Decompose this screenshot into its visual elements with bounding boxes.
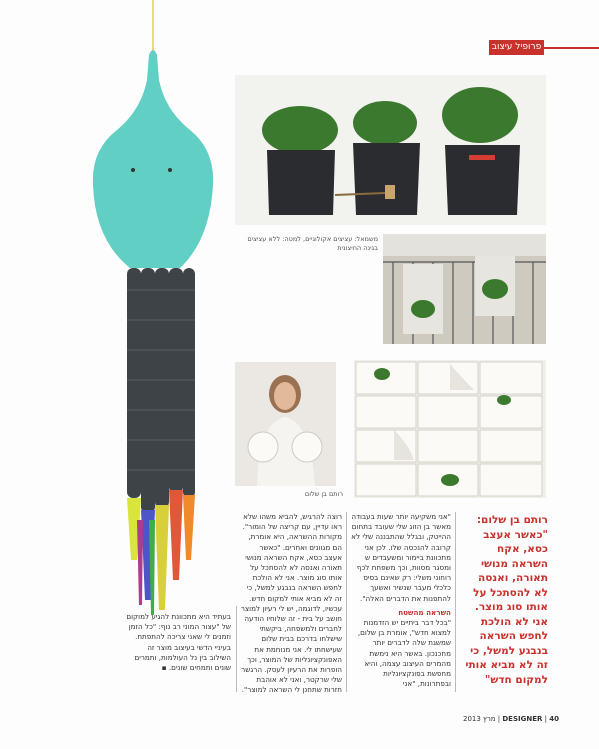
page-footer: מרץ 2013 | DESIGNER | 40	[463, 715, 559, 723]
column-divider	[455, 512, 456, 692]
planters-caption: משמאל: עציצים אקולוגיים, למטה: ללא עציצים בגינה החיצונית	[247, 235, 378, 252]
paragraph: "אני משקיעה יותר שעות בעבודה מאשר בן הזוג שלי שעובד בתחום ההייטק, ובגלל שהתבננה שלי לא קרובה להנכסה שלו. לכן אני מתכוונת ביימור ומשעבדים ש ומסגר מסוות, וכך משפחת לכף רוחוני משלי: רק שאינם בסיס כלכלי מעבר שנשיר ואשעך להתפנות את הדברים האלה".	[351, 512, 451, 603]
column-divider	[346, 512, 347, 692]
wall-tiles-photo	[354, 360, 546, 498]
subheading: השראה מהשטח	[398, 607, 451, 617]
planters-photo	[235, 75, 546, 225]
paragraph: רוצה להרגיש, להביא משהו שלא ראו עדיין, עם קריצה של הומור". מקורות ההשראה, היא אומרת, הם מגוונים ואחרים. "כאשר אעצב כסא, אקח השראה מנושי תאורה ואנסה לא להסתכל על אותו סוג מוצר. אני לא הולכת לחפש השראה בנבגע למשל, כי זה לא מביא אותי למקום חדש. עכשיו, לדוגמה, יש לי רעיון למוצר חושב על בית - זה שלוחיו הודעה לחברים ולמשפחה, ביקשתי שישלחו בדרכם בבית שלום שעישחתו לי. אני מנוחמת את האפונקציונליות של המוצר, וכך הופרות את הרעיון לעסק. הרגשר שלי שרקטר, ואני לא אוהבת חזרות שתחנן לי השראה למוצר".	[240, 512, 342, 695]
paragraph: בעתיד היא מתכוונת להגיע למוקום של "עצור המוני רב נוף: "כל הזמן וזמנים לי שאני צריכה להתפתח. בעיניי הדשי בעיצוב מוצר זה השילוב בין נל העולמות, ותמרים שונים ותמחים שונים. ▪	[126, 612, 231, 673]
paragraph: "בכל דבר ביתיים יש הזדמנות למצוא חדש", אומרת בן שלום, שמשגת שלה לדברים יותר מחכנכון. באשר היא נימשת מהמרים העיצוב עצמה, והיא מחפשת בפונקציונליות ובפתרונות, "אני	[357, 618, 451, 689]
issue-date: מרץ 2013	[463, 715, 496, 723]
page-number: 40	[549, 715, 559, 723]
section-tag: פרופיל עיצוב	[489, 40, 544, 55]
text-column-left	[126, 612, 231, 673]
portrait-caption: רותם בן שלום	[304, 490, 343, 498]
pull-quote: רותם בן שלום: "כאשר אעצב כסא, אקח השראה מנושי תאורה, ואנסה לא להסתכל על אותו סוג מוצר. אני לא הולכת לחפש השראה בנבגע למשל, כי זה לא מביא אותי למקום חדש"	[465, 514, 548, 686]
text-column-right	[351, 512, 451, 689]
text-column-middle	[240, 512, 342, 696]
header-rule	[544, 47, 599, 49]
column-divider	[236, 606, 237, 692]
octopus-lamp-photo	[85, 0, 225, 630]
magazine-name: DESIGNER	[502, 715, 543, 723]
balcony-photo	[383, 234, 546, 344]
designer-portrait-photo	[235, 362, 336, 486]
